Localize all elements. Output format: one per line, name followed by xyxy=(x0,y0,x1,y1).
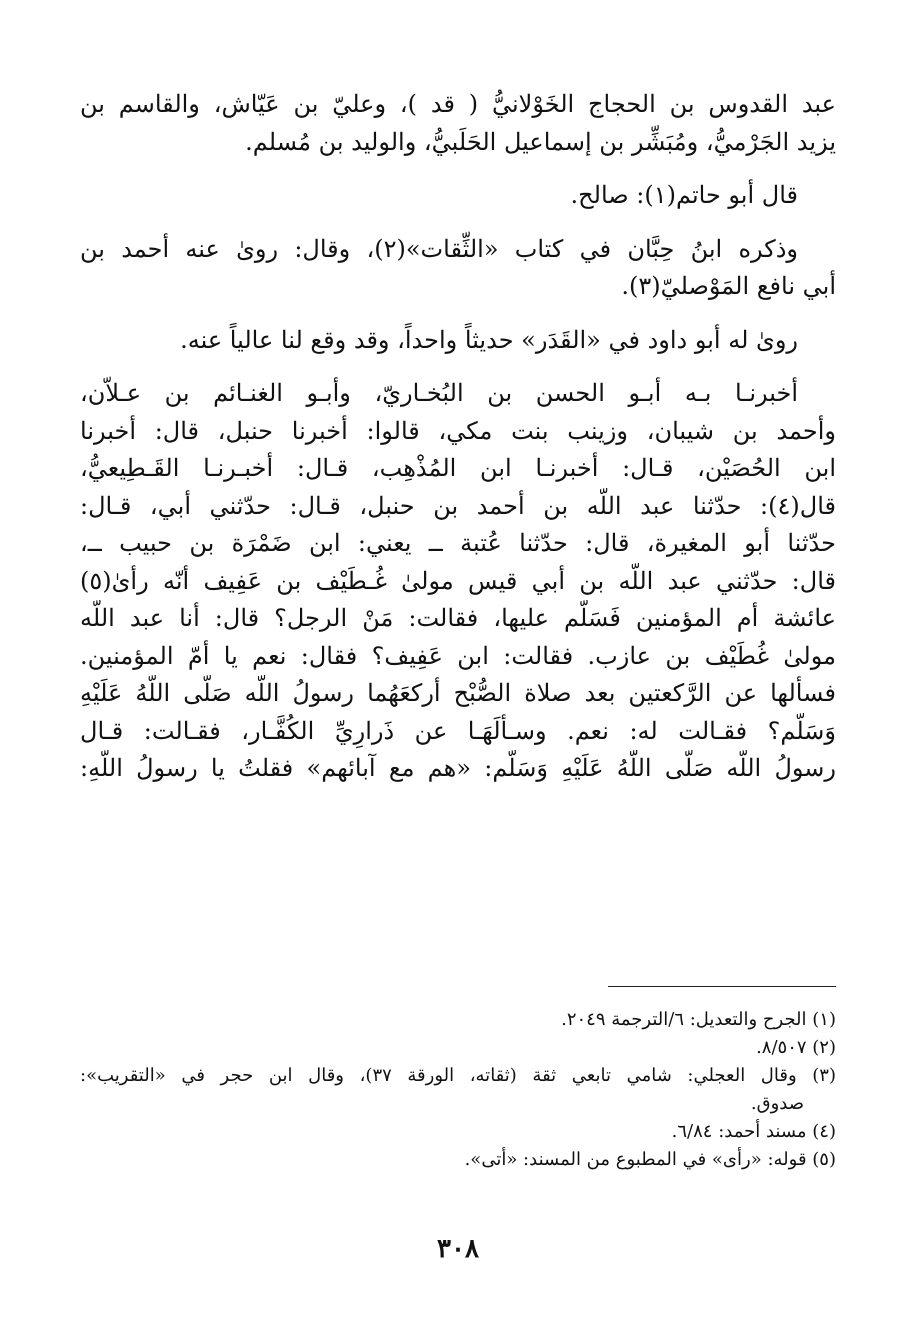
body-line: وأحمد بن شيبان، وزينب بنت مكي، قالوا: أخبرنا حنبل، قال: أخبرنا xyxy=(80,416,836,445)
main-text xyxy=(80,86,836,788)
footnote: (٥) قوله: «رأى» في المطبوع من المسند: «أتى». xyxy=(464,1149,836,1170)
body-line: أبي نافع المَوْصليّ(٣). xyxy=(621,272,836,300)
body-line: رسولُ اللّه صَلَّى اللَّهُ عَلَيْهِ وَسَلَّم: «هم مع آبائهم» فقلتُ يا رسولُ اللّهِ: xyxy=(80,754,836,782)
footnotes xyxy=(80,1006,836,1174)
body-line: قال: حدّثني عبد اللّه بن أبي قيس مولىٰ غُـطَيْف بن عَفِيف أنّه رأىٰ(٥) xyxy=(80,566,836,595)
body-line: عائشة أم المؤمنين فَسَلَّم عليها، فقالت: مَنْ الرجل؟ قال: أنا عبد اللّه xyxy=(80,604,836,632)
body-line: مولىٰ غُطَيْف بن عازب. فقالت: ابن عَفِيف؟ فقال: نعم يا أمّ المؤمنين. xyxy=(80,641,836,670)
footnote: (٢) ٨/٥٠٧. xyxy=(756,1037,836,1058)
body-line: يزيد الجَرْميُّ، ومُبَشِّر بن إسماعيل الحَلَبيُّ، والوليد بن مُسلم. xyxy=(245,127,836,156)
footnote-continuation: صدوق. xyxy=(750,1093,804,1114)
footnote: (٤) مسند أحمد: ٦/٨٤. xyxy=(671,1121,836,1142)
body-line: قال أبو حاتم(١): صالح. xyxy=(570,181,798,209)
footnote: (١) الجرح والتعديل: ٦/الترجمة ٢٠٤٩. xyxy=(561,1009,836,1030)
page-number: ٣٠٨ xyxy=(437,1234,479,1264)
body-line: روىٰ له أبو داود في «القَدَر» حديثاً واحداً، وقد وقع لنا عالياً عنه. xyxy=(180,325,798,354)
body-line: ابن الحُصَيْن، قـال: أخبرنـا ابن المُذْهِب، قـال: أخبـرنـا القَـطِيعيُّ، xyxy=(80,454,836,482)
body-line: وذكره ابنُ حِبَّان في كتاب «الثِّقات»(٢)، وقال: روىٰ عنه أحمد بن xyxy=(80,234,798,263)
body-line: عبد القدوس بن الحجاج الخَوْلانيُّ ( قد )، وعليّ بن عَيّاش، والقاسم بن xyxy=(80,90,836,118)
body-line: حدّثنا أبو المغيرة، قال: حدّثنا عُتبة ــ يعني: ابن ضَمْرَة بن حبيب ــ، xyxy=(80,529,836,557)
footnote-divider xyxy=(608,986,836,987)
footnote: (٣) وقال العجلي: شامي تابعي ثقة (ثقاته، الورقة ٣٧)، وقال ابن حجر في «التقريب»: xyxy=(80,1065,836,1086)
body-line: قال(٤): حدّثنا عبد اللّه بن أحمد بن حنبل، قـال: حدّثني أبي، قـال: xyxy=(80,491,836,520)
body-line: أخبرنـا بـه أبـو الحسن بن البُخـاريّ، وأبـو الغنـائم بن عـلاّن، xyxy=(80,379,798,407)
body-line: فسألها عن الرَّكعتين بعد صلاة الصُّبْح أركعَهُما رسولُ اللّه صَلَّى اللَّهُ عَلَيْهِ xyxy=(80,679,836,707)
body-line: وَسَلَّم؟ فقـالت له: نعم. وسـألَهَـا عن ذَرارِيِّ الكُفَّـار، فقـالت: قـال xyxy=(80,716,836,745)
